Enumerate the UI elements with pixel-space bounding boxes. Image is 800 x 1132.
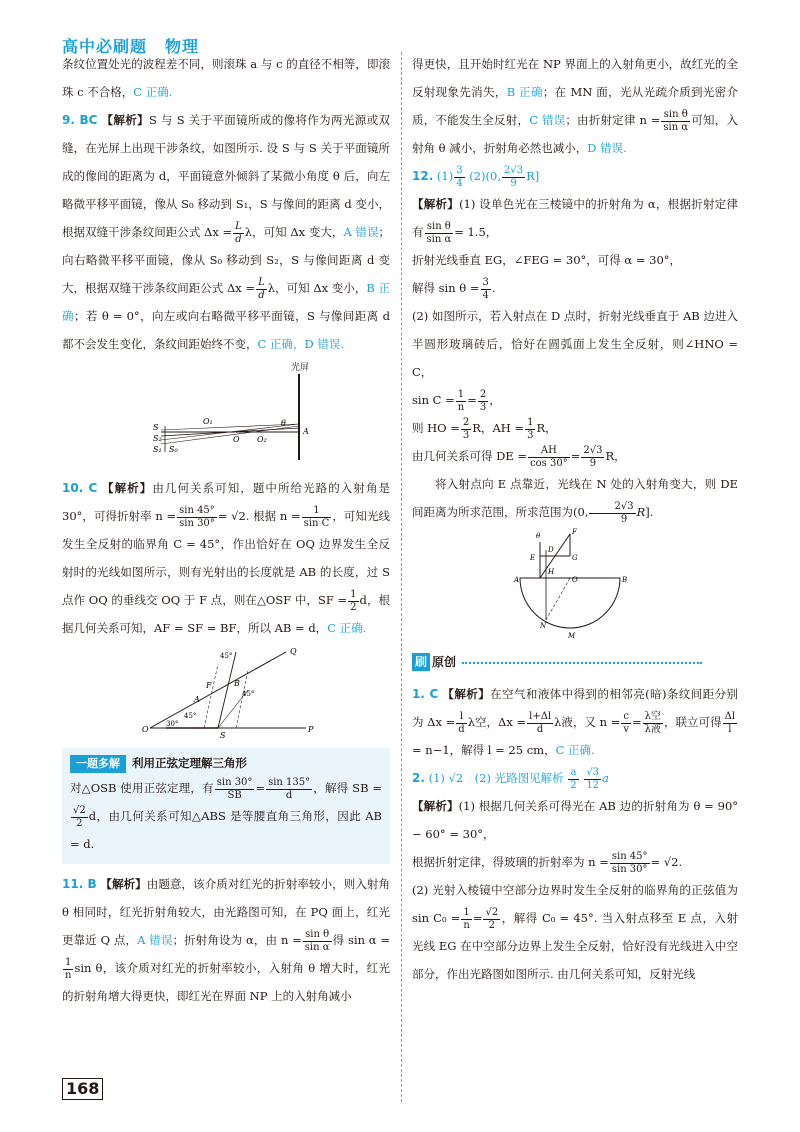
svg-text:E: E xyxy=(530,554,536,562)
q12-line3: 解得 sin θ = $\frac{3}{4}$ . xyxy=(412,276,496,301)
orig-q1-solution: 1. C 【解析】在空气和液体中得到的相邻亮(暗)条纹间距分别为 Δx = $\frac{l}{d}$ λ空，Δx = $\frac{l+\Delta l}{d}$ λ液，又 n = $\frac{c}{v}$ = $\frac{\text{λ空}}{\text{λ液}}$ ，联立可得 $\frac{\Delta l}{l}$ = n−1，解得 l = 25 cm，C 正确. xyxy=(412,687,739,757)
right-column xyxy=(412,50,738,988)
page-number: 168 xyxy=(62,1078,103,1100)
svg-text:A: A xyxy=(194,695,200,704)
q11-number: 11. B xyxy=(62,877,97,891)
section-tag: 刷 xyxy=(412,653,430,671)
svg-text:光屏: 光屏 xyxy=(291,363,310,373)
svg-text:S: S xyxy=(220,731,226,740)
q12-line2: 折射光线垂直 EG，∠FEG = 30°，可得 α = 30°， xyxy=(412,253,682,267)
svg-text:θ: θ xyxy=(281,419,286,428)
svg-text:O: O xyxy=(233,435,240,444)
q12-part1: 【解析】(1) 设单色光在三棱镜中的折射角为 α，根据折射定律有 $\frac{\text{sin θ}}{\text{sin α}}$ = 1.5， xyxy=(412,197,738,245)
svg-text:O: O xyxy=(142,725,149,734)
q12-part2: (2) 如图所示，若入射点在 D 点时，折射光线垂直于 AB 边进入半圆形玻璃砖后，恰好在圆弧面上发生全反射，则∠HNO = C， xyxy=(412,309,738,379)
section-original xyxy=(412,648,738,676)
svg-text:B: B xyxy=(622,576,628,584)
svg-text:M: M xyxy=(568,632,576,640)
q9-mirror-figure xyxy=(141,360,311,472)
tip-box xyxy=(62,748,390,864)
q12-answer: 12. (1) $\frac{3}{4}$ (2)(0, $\frac{2√3}{9}$ R] xyxy=(412,164,540,189)
svg-text:B: B xyxy=(234,679,240,688)
q12-line7: 由几何关系可得 DE = $\frac{AH}{\cos 30^\circ}$ = $\frac{2√3}{9}$ R， xyxy=(412,444,626,469)
tip-text: 对△OSB 使用正弦定理，有 $\frac{\sin 30^\circ}{SB}$ = $\frac{\sin 135^\circ}{d}$ ，解得 SB = $\frac{√2}{2}$ d，由几何关系可知△ABS 是等腰直角三角形，因此 AB = d. xyxy=(70,776,382,851)
q12-line8: 将入射点向 E 点靠近，光线在 N 处的入射角变大，则 DE 间距离为所求范围，所求范围为(0, $\frac{2√3}{9}$ R]. xyxy=(412,477,738,525)
q12-prism-figure xyxy=(500,528,650,640)
svg-text:H: H xyxy=(548,568,555,576)
svg-text:F: F xyxy=(206,681,212,690)
q10-number: 10. C xyxy=(62,481,98,495)
svg-text:A: A xyxy=(514,576,520,584)
svg-text:G: G xyxy=(572,554,578,562)
q10-solution: 10. C 【解析】由几何关系可知，题中所给光路的入射角是 30°，可得折射率 n = $\frac{\sin 45^\circ}{\sin 30^\circ}$ = √2. 根据 n = $\frac{1}{\text{sin C}}$ ，可知光线发生全反射的临界角 C = 45°，作出恰好在 OQ 边界发生全反射时的光线如图所示，则有光射出的长度就是 AB 的长度，过 S 点作 OQ 的垂线交 OQ 于 F 点，则在△OSF 中，SF = $\frac{1}{2}$ d，根据几何关系可知，AF = SF = BF，所以 AB = d，C 正确. xyxy=(62,481,391,635)
svg-text:S₀: S₀ xyxy=(169,445,178,454)
svg-text:S₂: S₂ xyxy=(153,434,162,443)
orig-q2-answer: 2. (1) √2 (2) 光路图见解析 $\frac{a}{2}$ $\frac{√3}{12}$ a xyxy=(412,766,609,791)
subject-title: 物理 xyxy=(165,37,200,56)
svg-text:O₂: O₂ xyxy=(257,435,267,444)
svg-text:D: D xyxy=(548,546,554,554)
svg-text:A: A xyxy=(303,427,309,436)
tip-tag: 一题多解 xyxy=(70,755,126,773)
q11-solution: 11. B 【解析】由题意，该介质对红光的折射率较小，则入射角 θ 相同时，红光折射角较大，由光路图可知，在 PQ 面上，红光更靠近 Q 点，A 错误；折射角设为 α，由 n = $\frac{\text{sin θ}}{\text{sin α}}$ 得 sin α = $\frac{1}{n}$ sin θ，该介质对红光的折射率较小，入射角 θ 增大时，红光的折射角增大得更快，即红光在界面 NP 上的入射角减小 xyxy=(62,877,391,1003)
book-title: 高中必刷题 xyxy=(62,37,148,56)
column-divider xyxy=(401,52,402,1102)
section-title: 原创 xyxy=(432,655,457,669)
svg-text:Q: Q xyxy=(290,647,297,656)
orig-q2-line2: 根据折射定律，得玻璃的折射率为 n = $\frac{\sin 45^\circ}{\sin 30^\circ}$ = √2. xyxy=(412,850,683,875)
left-column xyxy=(62,50,390,1010)
section-dotted-rule xyxy=(462,662,702,664)
svg-text:S: S xyxy=(153,423,159,432)
q9-number: 9. BC xyxy=(62,113,98,127)
svg-text:S₁: S₁ xyxy=(153,445,162,454)
tip-title: 利用正弦定理解三角形 xyxy=(132,756,247,770)
svg-text:30°: 30° xyxy=(166,720,179,728)
svg-text:45°: 45° xyxy=(242,690,255,698)
svg-text:N: N xyxy=(540,622,547,630)
svg-text:P: P xyxy=(308,725,314,734)
svg-text:F: F xyxy=(572,528,577,536)
q12-line6: 则 HO = $\frac{2}{3}$ R，AH = $\frac{1}{3}$ R， xyxy=(412,416,557,441)
q8-continuation: 条纹位置处光的波程差不同，则滚珠 a 与 c 的直径不相等，即滚珠 c 不合格，C 正确. xyxy=(62,57,390,99)
q10-ray-figure xyxy=(136,644,316,744)
svg-text:θ: θ xyxy=(536,532,541,540)
svg-text:O: O xyxy=(572,576,578,584)
svg-text:45°: 45° xyxy=(220,652,233,660)
orig-q2-part2: (2) 光射入棱镜中空部分边界时发生全反射的临界角的正弦值为 sin C₀ = $\frac{1}{n}$ = $\frac{√2}{2}$ ，解得 C₀ = 45°. 当入射点移至 E 点，入射光线 EG 在中空部分边界上发生全反射，恰好没有光线进入中空部分，作出光路图如图所示. 由几何关系可知，反射光线 xyxy=(412,883,738,981)
q11-continuation: 得更快，且开始时红光在 NP 界面上的入射角更小，故红光的全反射现象先消失，B 正确；在 MN 面，光从光疏介质到光密介质，不能发生全反射，C 错误；由折射定律 n = $\frac{\text{sin θ}}{\text{sin α}}$ 可知，入射角 θ 减小，折射角必然也减小，D 错误. xyxy=(412,57,738,155)
q12-line5: sin C = $\frac{1}{n}$ = $\frac{2}{3}$ ， xyxy=(412,388,501,413)
q9-solution: 9. BC 【解析】S 与 S 关于平面镜所成的像将作为两光源或双缝，在光屏上出现干涉条纹，如图所示. 设 S 与 S 关于平面镜所成的像间的距离为 d，平面镜意外倾斜了某微小角度 θ 后，向左略微平移平面镜，像从 S₀ 移动到 S₁，S 与像间的距离 d 变小，根据双缝干涉条纹间距公式 Δx = $\frac{L}{d}$ λ，可知 Δx 变大，A 错误；向右略微平移平面镜，像从 S₀ 移动到 S₂，S 与像间距离 d 变大，根据双缝干涉条纹间距公式 Δx = $\frac{L}{d}$ λ，可知 Δx 变小，B 正确；若 θ = 0°，向左或向右略微平移平面镜，S 与像间距离 d 都不会发生变化，条纹间距始终不变，C 正确，D 错误. xyxy=(62,113,391,351)
svg-text:45°: 45° xyxy=(184,712,197,720)
svg-text:O₁: O₁ xyxy=(203,417,213,426)
orig-q2-part1: 【解析】(1) 根据几何关系可得光在 AB 边的折射角为 θ = 90° − 60° = 30°， xyxy=(412,799,739,841)
